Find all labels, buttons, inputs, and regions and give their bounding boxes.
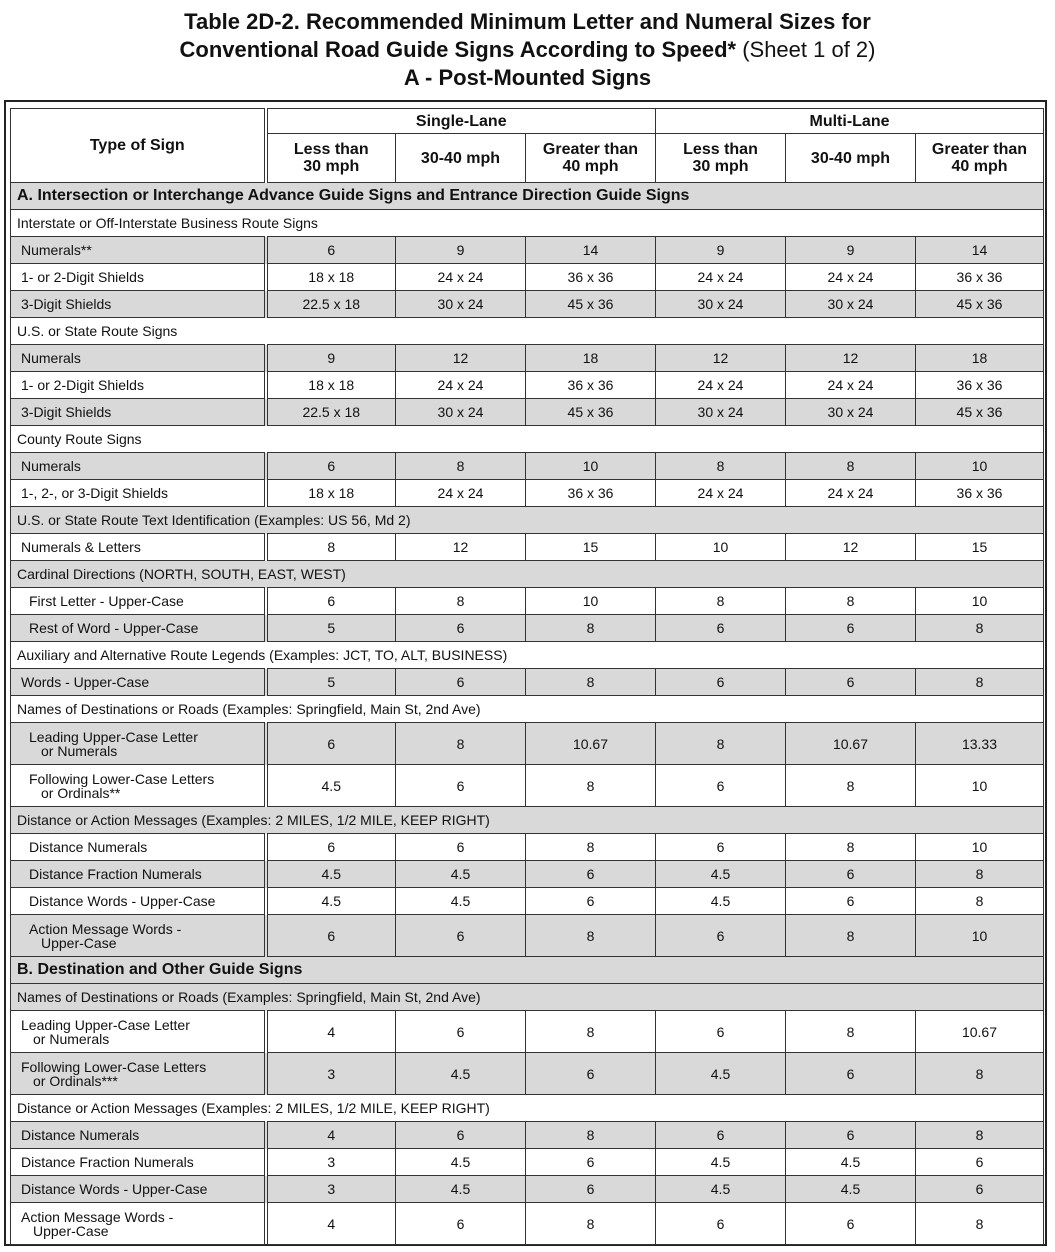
size-value-cell: 24 x 24 <box>656 480 786 507</box>
size-value-cell: 5 <box>266 669 396 696</box>
size-value-cell: 3 <box>266 1176 396 1203</box>
size-value-cell: 8 <box>916 615 1044 642</box>
table-row <box>11 915 1044 957</box>
size-value-cell: 6 <box>526 861 656 888</box>
sign-type-cell <box>11 291 266 318</box>
subheading: U.S. or State Route Signs <box>11 318 1044 345</box>
size-value-cell: 24 x 24 <box>656 264 786 291</box>
sign-type-label: Distance Words - Upper-Case <box>21 1181 208 1197</box>
table-row <box>11 534 1044 561</box>
size-value-cell: 22.5 x 18 <box>266 291 396 318</box>
sign-type-label: 1- or 2-Digit Shields <box>21 377 144 393</box>
size-value-cell: 8 <box>526 1122 656 1149</box>
size-value-cell: 10 <box>526 588 656 615</box>
title-line-2-main: Conventional Road Guide Signs According to Speed* <box>179 37 737 62</box>
size-value-cell: 12 <box>786 345 916 372</box>
size-value-cell: 8 <box>916 888 1044 915</box>
sign-type-cell <box>11 915 266 957</box>
size-value-cell: 8 <box>786 915 916 957</box>
size-value-cell: 36 x 36 <box>526 264 656 291</box>
size-value-cell: 8 <box>526 615 656 642</box>
subheading-row <box>11 318 1044 345</box>
size-value-cell: 6 <box>656 915 786 957</box>
size-value-cell: 12 <box>656 345 786 372</box>
table-row <box>11 1176 1044 1203</box>
size-value-cell: 4.5 <box>266 765 396 807</box>
size-value-cell: 8 <box>916 1053 1044 1095</box>
header-text: 30 mph <box>692 158 749 175</box>
size-value-cell: 9 <box>266 345 396 372</box>
sign-type-label-continued: Upper-Case <box>41 934 117 951</box>
table-body <box>11 183 1044 1245</box>
size-value-cell: 8 <box>526 1011 656 1053</box>
size-value-cell: 10 <box>916 765 1044 807</box>
table-row <box>11 861 1044 888</box>
table-row <box>11 453 1044 480</box>
size-value-cell: 45 x 36 <box>916 399 1044 426</box>
subheading: County Route Signs <box>11 426 1044 453</box>
table-row <box>11 237 1044 264</box>
title-line-2-sheet: (Sheet 1 of 2) <box>736 37 876 62</box>
size-value-cell: 8 <box>916 1203 1044 1245</box>
subheading-row <box>11 426 1044 453</box>
table-row <box>11 588 1044 615</box>
size-value-cell: 8 <box>526 834 656 861</box>
sign-type-label: Distance Numerals <box>29 839 148 855</box>
size-value-cell: 8 <box>786 453 916 480</box>
size-value-cell: 8 <box>786 765 916 807</box>
size-value-cell: 8 <box>786 588 916 615</box>
size-value-cell: 4.5 <box>786 1149 916 1176</box>
table-row <box>11 615 1044 642</box>
size-value-cell: 6 <box>916 1176 1044 1203</box>
sign-type-cell <box>11 834 266 861</box>
size-value-cell: 8 <box>786 834 916 861</box>
size-value-cell: 12 <box>396 345 526 372</box>
size-value-cell: 6 <box>656 669 786 696</box>
size-value-cell: 18 <box>526 345 656 372</box>
subheading: U.S. or State Route Text Identification (Examples: US 56, Md 2) <box>11 507 1044 534</box>
sign-type-cell <box>11 861 266 888</box>
table-row <box>11 399 1044 426</box>
size-value-cell: 4.5 <box>786 1176 916 1203</box>
sign-type-label: Rest of Word - Upper-Case <box>29 620 199 636</box>
size-value-cell: 10 <box>916 834 1044 861</box>
size-value-cell: 13.33 <box>916 723 1044 765</box>
header-text: Greater than <box>542 141 639 158</box>
subheading-row <box>11 507 1044 534</box>
size-value-cell: 36 x 36 <box>526 372 656 399</box>
sign-type-cell <box>11 345 266 372</box>
size-value-cell: 6 <box>266 453 396 480</box>
size-value-cell: 6 <box>396 615 526 642</box>
size-value-cell: 24 x 24 <box>786 372 916 399</box>
size-value-cell: 6 <box>396 765 526 807</box>
title-line-1: Table 2D-2. Recommended Minimum Letter and Numeral Sizes for <box>184 9 871 34</box>
size-value-cell: 6 <box>786 669 916 696</box>
size-value-cell: 30 x 24 <box>396 291 526 318</box>
sign-type-label: Numerals <box>21 350 81 366</box>
table-row <box>11 765 1044 807</box>
subheading-row <box>11 1095 1044 1122</box>
size-value-cell: 24 x 24 <box>396 372 526 399</box>
size-value-cell: 9 <box>786 237 916 264</box>
header-text: Less than <box>683 141 758 158</box>
size-value-cell: 6 <box>266 237 396 264</box>
size-value-cell: 24 x 24 <box>656 372 786 399</box>
table-row <box>11 345 1044 372</box>
size-value-cell: 36 x 36 <box>526 480 656 507</box>
size-value-cell: 10 <box>656 534 786 561</box>
header-single-30-40: 30-40 mph <box>396 134 526 183</box>
sign-type-cell <box>11 372 266 399</box>
header-text: Greater than <box>931 141 1028 158</box>
size-value-cell: 8 <box>916 861 1044 888</box>
subheading-row <box>11 696 1044 723</box>
size-value-cell: 6 <box>526 1149 656 1176</box>
sign-type-cell <box>11 237 266 264</box>
table-row <box>11 888 1044 915</box>
header-multi-30-40: 30-40 mph <box>786 134 916 183</box>
header-multi-less-than-30 <box>656 134 786 183</box>
size-value-cell: 4.5 <box>656 1053 786 1095</box>
size-value-cell: 6 <box>656 1011 786 1053</box>
size-value-cell: 6 <box>266 915 396 957</box>
subheading-row <box>11 210 1044 237</box>
size-value-cell: 10 <box>916 588 1044 615</box>
section-heading-row <box>11 183 1044 210</box>
header-single-less-than-30 <box>266 134 396 183</box>
sign-type-label: Action Message Words - <box>21 1208 174 1225</box>
title-line-3: A - Post-Mounted Signs <box>403 65 652 90</box>
sign-type-label: First Letter - Upper-Case <box>29 593 184 609</box>
size-value-cell: 30 x 24 <box>786 291 916 318</box>
sign-type-cell <box>11 1053 266 1095</box>
table-row <box>11 264 1044 291</box>
subheading-row <box>11 807 1044 834</box>
table-row <box>11 1122 1044 1149</box>
sign-type-label-continued: or Numerals <box>41 742 118 759</box>
sign-type-cell <box>11 1203 266 1245</box>
size-value-cell: 8 <box>526 1203 656 1245</box>
table-row <box>11 1011 1044 1053</box>
size-value-cell: 4.5 <box>266 888 396 915</box>
size-value-cell: 6 <box>266 723 396 765</box>
size-value-cell: 45 x 36 <box>526 399 656 426</box>
size-value-cell: 10 <box>916 915 1044 957</box>
header-single-lane: Single-Lane <box>266 109 656 134</box>
header-type-of-sign: Type of Sign <box>11 109 266 183</box>
sign-type-label-continued: Upper-Case <box>33 1222 109 1239</box>
size-value-cell: 18 <box>916 345 1044 372</box>
subheading-row <box>11 561 1044 588</box>
size-value-cell: 6 <box>396 1122 526 1149</box>
size-value-cell: 4.5 <box>266 861 396 888</box>
size-value-cell: 4.5 <box>396 861 526 888</box>
size-value-cell: 8 <box>526 765 656 807</box>
size-value-cell: 6 <box>916 1149 1044 1176</box>
header-text: 40 mph <box>562 158 619 175</box>
size-value-cell: 36 x 36 <box>916 264 1044 291</box>
size-value-cell: 6 <box>786 888 916 915</box>
size-value-cell: 8 <box>656 453 786 480</box>
size-value-cell: 18 x 18 <box>266 264 396 291</box>
sign-type-label: Distance Words - Upper-Case <box>29 893 216 909</box>
sign-type-label: Numerals** <box>21 242 92 258</box>
size-value-cell: 12 <box>396 534 526 561</box>
size-value-cell: 6 <box>266 588 396 615</box>
size-value-cell: 24 x 24 <box>786 264 916 291</box>
size-value-cell: 4 <box>266 1011 396 1053</box>
size-value-cell: 3 <box>266 1149 396 1176</box>
sign-type-cell <box>11 1011 266 1053</box>
section-heading: A. Intersection or Interchange Advance Guide Signs and Entrance Direction Guide Signs <box>11 183 1044 210</box>
size-value-cell: 14 <box>526 237 656 264</box>
header-text: Less than <box>293 141 369 158</box>
header-single-greater-than-40 <box>526 134 656 183</box>
size-value-cell: 6 <box>656 1203 786 1245</box>
sign-type-cell <box>11 723 266 765</box>
sign-type-label: Distance Fraction Numerals <box>29 866 202 882</box>
table-row <box>11 723 1044 765</box>
table-row <box>11 1053 1044 1095</box>
size-value-cell: 15 <box>526 534 656 561</box>
size-value-cell: 10.67 <box>786 723 916 765</box>
size-value-cell: 8 <box>396 588 526 615</box>
table-row <box>11 1149 1044 1176</box>
subheading: Distance or Action Messages (Examples: 2 MILES, 1/2 MILE, KEEP RIGHT) <box>11 1095 1044 1122</box>
size-value-cell: 8 <box>396 453 526 480</box>
size-value-cell: 8 <box>916 669 1044 696</box>
size-value-cell: 6 <box>266 834 396 861</box>
sign-type-cell <box>11 765 266 807</box>
title-line-2 <box>0 36 1055 64</box>
sign-type-cell <box>11 1122 266 1149</box>
size-value-cell: 6 <box>396 1203 526 1245</box>
size-value-cell: 10 <box>526 453 656 480</box>
sign-type-cell <box>11 1176 266 1203</box>
table-row <box>11 291 1044 318</box>
header-text: 30 mph <box>303 158 360 175</box>
sign-type-label: Words - Upper-Case <box>21 674 150 690</box>
size-value-cell: 6 <box>786 1053 916 1095</box>
size-value-cell: 18 x 18 <box>266 372 396 399</box>
size-value-cell: 30 x 24 <box>786 399 916 426</box>
sign-type-label: 1- or 2-Digit Shields <box>21 269 144 285</box>
size-value-cell: 6 <box>526 888 656 915</box>
size-value-cell: 6 <box>526 1176 656 1203</box>
size-value-cell: 4.5 <box>656 888 786 915</box>
sign-type-cell <box>11 264 266 291</box>
size-value-cell: 18 x 18 <box>266 480 396 507</box>
sign-size-table <box>10 108 1044 1245</box>
subheading: Names of Destinations or Roads (Examples: Springfield, Main St, 2nd Ave) <box>11 696 1044 723</box>
size-value-cell: 12 <box>786 534 916 561</box>
size-value-cell: 45 x 36 <box>916 291 1044 318</box>
size-value-cell: 4.5 <box>656 1176 786 1203</box>
size-value-cell: 6 <box>396 669 526 696</box>
page-title <box>0 0 1055 90</box>
size-value-cell: 4 <box>266 1122 396 1149</box>
size-value-cell: 8 <box>526 915 656 957</box>
size-value-cell: 5 <box>266 615 396 642</box>
size-value-cell: 36 x 36 <box>916 480 1044 507</box>
subheading: Auxiliary and Alternative Route Legends (Examples: JCT, TO, ALT, BUSINESS) <box>11 642 1044 669</box>
sign-type-label-continued: or Ordinals*** <box>33 1072 118 1089</box>
size-value-cell: 8 <box>656 588 786 615</box>
sign-type-label: 3-Digit Shields <box>21 296 112 312</box>
table-row <box>11 669 1044 696</box>
sign-type-cell <box>11 888 266 915</box>
size-value-cell: 4.5 <box>396 1176 526 1203</box>
sign-type-cell <box>11 1149 266 1176</box>
size-value-cell: 6 <box>396 834 526 861</box>
size-value-cell: 30 x 24 <box>656 399 786 426</box>
section-heading: B. Destination and Other Guide Signs <box>11 957 1044 984</box>
sign-type-label: Leading Upper-Case Letter <box>21 1016 190 1033</box>
size-value-cell: 24 x 24 <box>786 480 916 507</box>
size-value-cell: 4.5 <box>396 888 526 915</box>
sign-type-label: Numerals <box>21 458 81 474</box>
size-value-cell: 6 <box>656 1122 786 1149</box>
size-value-cell: 9 <box>656 237 786 264</box>
subheading: Cardinal Directions (NORTH, SOUTH, EAST, WEST) <box>11 561 1044 588</box>
table-row <box>11 372 1044 399</box>
size-value-cell: 8 <box>916 1122 1044 1149</box>
sign-type-label: Following Lower-Case Letters <box>29 770 215 787</box>
header-multi-greater-than-40 <box>916 134 1044 183</box>
subheading-row <box>11 642 1044 669</box>
size-value-cell: 8 <box>656 723 786 765</box>
size-value-cell: 8 <box>266 534 396 561</box>
sign-type-cell <box>11 453 266 480</box>
size-value-cell: 6 <box>656 615 786 642</box>
size-value-cell: 30 x 24 <box>656 291 786 318</box>
size-value-cell: 6 <box>656 765 786 807</box>
size-value-cell: 45 x 36 <box>526 291 656 318</box>
size-value-cell: 4 <box>266 1203 396 1245</box>
sign-type-label: Action Message Words - <box>29 920 182 937</box>
size-value-cell: 4.5 <box>656 1149 786 1176</box>
size-value-cell: 24 x 24 <box>396 264 526 291</box>
sign-type-label-continued: or Ordinals** <box>41 784 121 801</box>
size-value-cell: 8 <box>526 669 656 696</box>
sign-type-cell <box>11 669 266 696</box>
sign-type-label-continued: or Numerals <box>33 1030 110 1047</box>
section-heading-row <box>11 957 1044 984</box>
size-value-cell: 30 x 24 <box>396 399 526 426</box>
sign-type-label: Leading Upper-Case Letter <box>29 728 198 745</box>
size-value-cell: 10.67 <box>526 723 656 765</box>
subheading: Distance or Action Messages (Examples: 2 MILES, 1/2 MILE, KEEP RIGHT) <box>11 807 1044 834</box>
size-value-cell: 10 <box>916 453 1044 480</box>
size-value-cell: 6 <box>786 1203 916 1245</box>
subheading-row <box>11 984 1044 1011</box>
size-value-cell: 8 <box>396 723 526 765</box>
size-value-cell: 4.5 <box>396 1149 526 1176</box>
size-value-cell: 6 <box>526 1053 656 1095</box>
sign-type-label: Following Lower-Case Letters <box>21 1058 207 1075</box>
size-value-cell: 6 <box>396 915 526 957</box>
sign-type-label: Numerals & Letters <box>21 539 141 555</box>
table-row <box>11 480 1044 507</box>
size-value-cell: 36 x 36 <box>916 372 1044 399</box>
subheading: Names of Destinations or Roads (Examples: Springfield, Main St, 2nd Ave) <box>11 984 1044 1011</box>
size-value-cell: 6 <box>786 1122 916 1149</box>
sign-type-cell <box>11 588 266 615</box>
sign-type-label: 1-, 2-, or 3-Digit Shields <box>21 485 169 501</box>
sign-type-label: 3-Digit Shields <box>21 404 112 420</box>
size-value-cell: 22.5 x 18 <box>266 399 396 426</box>
table-row <box>11 834 1044 861</box>
size-value-cell: 9 <box>396 237 526 264</box>
size-value-cell: 8 <box>786 1011 916 1053</box>
sign-type-cell <box>11 534 266 561</box>
size-value-cell: 24 x 24 <box>396 480 526 507</box>
size-value-cell: 6 <box>656 834 786 861</box>
sign-type-label: Distance Fraction Numerals <box>21 1154 194 1170</box>
sign-type-cell <box>11 615 266 642</box>
table-row <box>11 1203 1044 1245</box>
size-value-cell: 10.67 <box>916 1011 1044 1053</box>
size-value-cell: 4.5 <box>656 861 786 888</box>
size-value-cell: 6 <box>396 1011 526 1053</box>
sign-type-label: Distance Numerals <box>21 1127 140 1143</box>
subheading: Interstate or Off-Interstate Business Route Signs <box>11 210 1044 237</box>
sign-type-cell <box>11 399 266 426</box>
header-multi-lane: Multi-Lane <box>656 109 1044 134</box>
size-value-cell: 6 <box>786 861 916 888</box>
sign-type-cell <box>11 480 266 507</box>
size-value-cell: 15 <box>916 534 1044 561</box>
size-value-cell: 6 <box>786 615 916 642</box>
size-value-cell: 14 <box>916 237 1044 264</box>
size-value-cell: 3 <box>266 1053 396 1095</box>
header-text: 40 mph <box>951 158 1008 175</box>
size-value-cell: 4.5 <box>396 1053 526 1095</box>
